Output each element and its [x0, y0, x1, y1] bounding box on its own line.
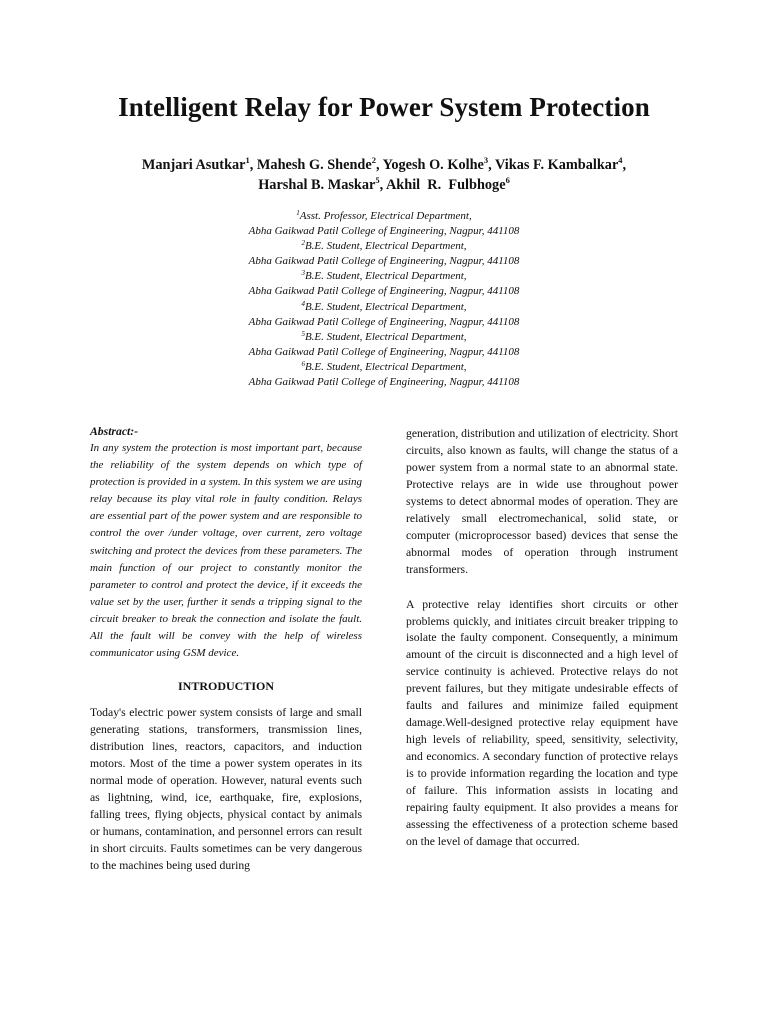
affiliation-sup: 6 — [301, 359, 305, 368]
affiliation-role-text: B.E. Student, Electrical Department, — [304, 270, 467, 283]
paper-title: Intelligent Relay for Power System Protection — [118, 92, 650, 122]
author-separator: , — [622, 157, 627, 173]
affiliation-institution: Abha Gaikwad Patil College of Engineering, Nagpur, 441108 — [248, 376, 520, 389]
author-sup: 1 — [245, 155, 250, 165]
affiliation-role-text: B.E. Student, Electrical Department, — [304, 300, 467, 313]
affiliation-role — [0, 239, 768, 254]
author-line-1 — [0, 155, 768, 175]
affiliation-role — [0, 209, 768, 224]
author-sup: 3 — [483, 155, 489, 165]
introduction-heading: INTRODUCTION — [177, 679, 274, 694]
affiliation-sup: 3 — [301, 269, 305, 278]
author-sup: 6 — [505, 175, 510, 185]
affiliation-role-text: Asst. Professor, Electrical Department, — [299, 210, 472, 222]
affiliation-institution: Abha Gaikwad Patil College of Engineering, Nagpur, 441108 — [248, 285, 520, 298]
body-paragraph: A protective relay identifies short circuits or other problems quickly, and initiates circuit breaker tripping to isolate the faulty component. Consequently, a minimum amount of the circuit is disconnected and a high level of service continuity is achieved. Protective relays do not prevent failures, but they mitigate undesirable effects of faults and failures and minimize failed equipment damage.Well-designed protective relay equipment have high levels of reliability, speed, sensitivity, selectivity, and economics. A secondary function of protective relays is to provide information regarding the location and type of failure. This information assists in locating and repairing faulty equipment. It also provides a means for assessing the effectiveness of a protection scheme based on the level of damage that occurred. — [406, 597, 678, 848]
affiliation-role-text: B.E. Student, Electrical Department, — [304, 240, 467, 253]
author-name: Yogesh O. Kolhe — [382, 157, 484, 173]
affiliation-sup: 2 — [301, 239, 305, 248]
affiliation-institution: Abha Gaikwad Patil College of Engineering, Nagpur, 441108 — [248, 225, 520, 238]
author-name: Mahesh G. Shende — [256, 157, 372, 173]
author-sup: 5 — [375, 175, 380, 185]
author-line-2 — [0, 175, 768, 195]
affiliation-role — [0, 300, 768, 315]
author-separator: , — [488, 157, 496, 173]
body-paragraph: generation, distribution and utilization of electricity. Short circuits, also known as faults, will change the status of a power system from a normal state to an abnormal state. Protective relays are in wide use throughout power systems to detect abnormal modes of operation. They are relatively small electromechanical, solid state, or computer (microprocessor based) devices that sense the abnormal modes of operation through instrument transformers. — [406, 427, 678, 576]
author-separator: , — [375, 157, 383, 173]
author-name: Vikas F. Kambalkar — [495, 157, 619, 173]
left-column — [90, 424, 362, 875]
author-list — [0, 155, 768, 195]
right-column — [406, 426, 678, 851]
author-name: Akhil R. Fulbhoge — [385, 177, 506, 193]
affiliation-institution: Abha Gaikwad Patil College of Engineering, Nagpur, 441108 — [248, 315, 520, 328]
author-separator: , — [379, 177, 386, 193]
affiliation-institution: Abha Gaikwad Patil College of Engineering, Nagpur, 441108 — [248, 345, 520, 358]
author-sup: 2 — [371, 155, 376, 165]
affiliation-sup: 4 — [301, 299, 305, 308]
affiliation-role — [0, 360, 768, 375]
affiliation-list — [0, 209, 768, 390]
introduction-paragraph: Today's electric power system consists of large and small generating stations, transformers, transmission lines, distribution lines, reactors, capacitors, and induction motors. Most of the time a power system operates in its normal mode of operation. However, natural events such as lightning, wind, ice, earthquake, fire, explosions, falling trees, flying objects, physical contact by animals or humans, contamination, and personnel errors can result in short circuits. Faults sometimes can be very dangerous to the machines being used during — [90, 706, 362, 872]
affiliation-sup: 1 — [296, 209, 300, 217]
author-separator: , — [249, 157, 257, 173]
affiliation-role — [0, 269, 768, 284]
affiliation-institution: Abha Gaikwad Patil College of Engineering, Nagpur, 441108 — [248, 255, 520, 268]
affiliation-role-text: B.E. Student, Electrical Department, — [304, 360, 467, 373]
abstract-text: In any system the protection is most important part, because the reliability of the system depends on which type of protection is provided in a system. In this system we are using relay because its play vital role in faulty condition. Relays are essential part of the power system and are responsible to control the over /under voltage, over current, zero voltage switching and protect the devices from these parameters. The main function of our project to constantly monitor the parameter to control and protect the device, if it exceeds the value set by the user, further it sends a tripping signal to the circuit breaker to break the connection and isolate the fault. All the fault will be convey with the help of wireless communicator using GSM device. — [90, 442, 362, 660]
affiliation-sup: 5 — [301, 329, 305, 338]
author-name: Manjari Asutkar — [141, 157, 246, 173]
affiliation-role-text: B.E. Student, Electrical Department, — [304, 330, 467, 343]
author-name: Harshal B. Maskar — [258, 177, 376, 193]
author-sup: 4 — [618, 155, 623, 165]
abstract-heading: Abstract:- — [90, 425, 139, 438]
affiliation-role — [0, 330, 768, 345]
